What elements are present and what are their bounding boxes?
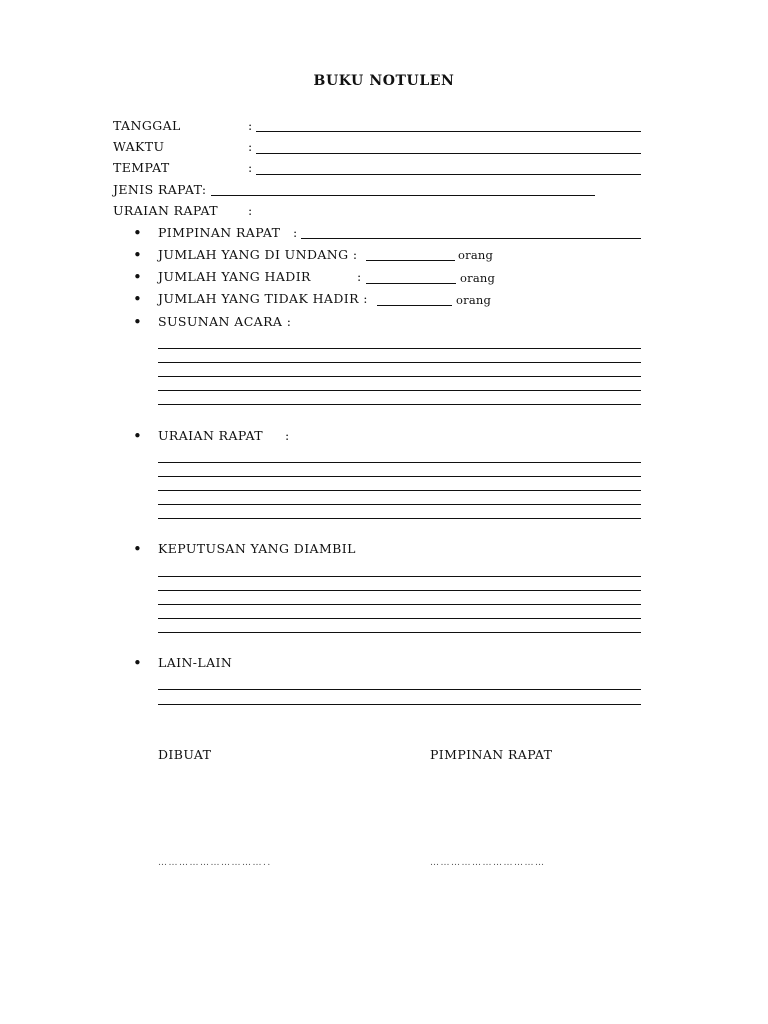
bullet-icon: • — [133, 290, 143, 308]
uraian-rapat-line[interactable] — [158, 490, 641, 491]
tempat-colon: : — [248, 160, 253, 175]
waktu-colon: : — [248, 139, 253, 154]
jumlah-hadir-field[interactable] — [366, 283, 456, 284]
jumlah-tidak-hadir-unit: orang — [456, 293, 492, 307]
uraian-rapat-colon: : — [285, 428, 290, 443]
bullet-icon: • — [133, 313, 143, 331]
bullet-icon: • — [133, 654, 143, 672]
uraian-rapat-line[interactable] — [158, 476, 641, 477]
bullet-icon: • — [133, 427, 143, 445]
waktu-field[interactable] — [256, 153, 641, 154]
pimpinan-signature-line[interactable]: …………………………… — [430, 858, 546, 868]
lain-lain-label: LAIN-LAIN — [158, 655, 233, 670]
keputusan-line[interactable] — [158, 632, 641, 633]
tanggal-field[interactable] — [256, 131, 641, 132]
keputusan-line[interactable] — [158, 590, 641, 591]
tanggal-label: TANGGAL — [113, 118, 181, 133]
susunan-acara-line[interactable] — [158, 376, 641, 377]
dibuat-signature-line[interactable]: ………………………….. — [158, 858, 272, 868]
susunan-acara-line[interactable] — [158, 390, 641, 391]
uraian-rapat-line[interactable] — [158, 462, 641, 463]
keputusan-line[interactable] — [158, 576, 641, 577]
uraian-rapat-header-label: URAIAN RAPAT — [113, 203, 219, 218]
susunan-acara-label: SUSUNAN ACARA : — [158, 314, 292, 329]
susunan-acara-line[interactable] — [158, 348, 641, 349]
jumlah-hadir-colon: : — [357, 269, 362, 284]
pimpinan-rapat-signature-label: PIMPINAN RAPAT — [430, 747, 553, 762]
bullet-icon: • — [133, 268, 143, 286]
jenis-rapat-label: JENIS RAPAT: — [113, 182, 207, 197]
uraian-rapat-line[interactable] — [158, 504, 641, 505]
document-title: BUKU NOTULEN — [313, 73, 455, 89]
tempat-field[interactable] — [256, 174, 641, 175]
lain-lain-line[interactable] — [158, 704, 641, 705]
uraian-rapat-line[interactable] — [158, 518, 641, 519]
pimpinan-rapat-field[interactable] — [301, 238, 641, 239]
jumlah-hadir-label: JUMLAH YANG HADIR — [158, 269, 311, 284]
pimpinan-rapat-colon: : — [293, 225, 298, 240]
susunan-acara-line[interactable] — [158, 362, 641, 363]
keputusan-label: KEPUTUSAN YANG DIAMBIL — [158, 541, 356, 556]
jumlah-diundang-unit: orang — [458, 248, 494, 262]
bullet-icon: • — [133, 224, 143, 242]
bullet-icon: • — [133, 246, 143, 264]
bullet-icon: • — [133, 540, 143, 558]
uraian-rapat-label: URAIAN RAPAT — [158, 428, 264, 443]
jumlah-tidak-hadir-field[interactable] — [377, 305, 452, 306]
waktu-label: WAKTU — [113, 139, 165, 154]
jumlah-hadir-unit: orang — [460, 271, 496, 285]
jumlah-diundang-field[interactable] — [366, 260, 455, 261]
jumlah-tidak-hadir-label: JUMLAH YANG TIDAK HADIR : — [158, 291, 368, 306]
keputusan-line[interactable] — [158, 618, 641, 619]
lain-lain-line[interactable] — [158, 689, 641, 690]
uraian-rapat-header-colon: : — [248, 203, 253, 218]
keputusan-line[interactable] — [158, 604, 641, 605]
susunan-acara-line[interactable] — [158, 404, 641, 405]
pimpinan-rapat-label: PIMPINAN RAPAT — [158, 225, 281, 240]
dibuat-label: DIBUAT — [158, 747, 212, 762]
tanggal-colon: : — [248, 118, 253, 133]
jumlah-diundang-label: JUMLAH YANG DI UNDANG : — [158, 247, 358, 262]
tempat-label: TEMPAT — [113, 160, 170, 175]
jenis-rapat-field[interactable] — [211, 195, 595, 196]
